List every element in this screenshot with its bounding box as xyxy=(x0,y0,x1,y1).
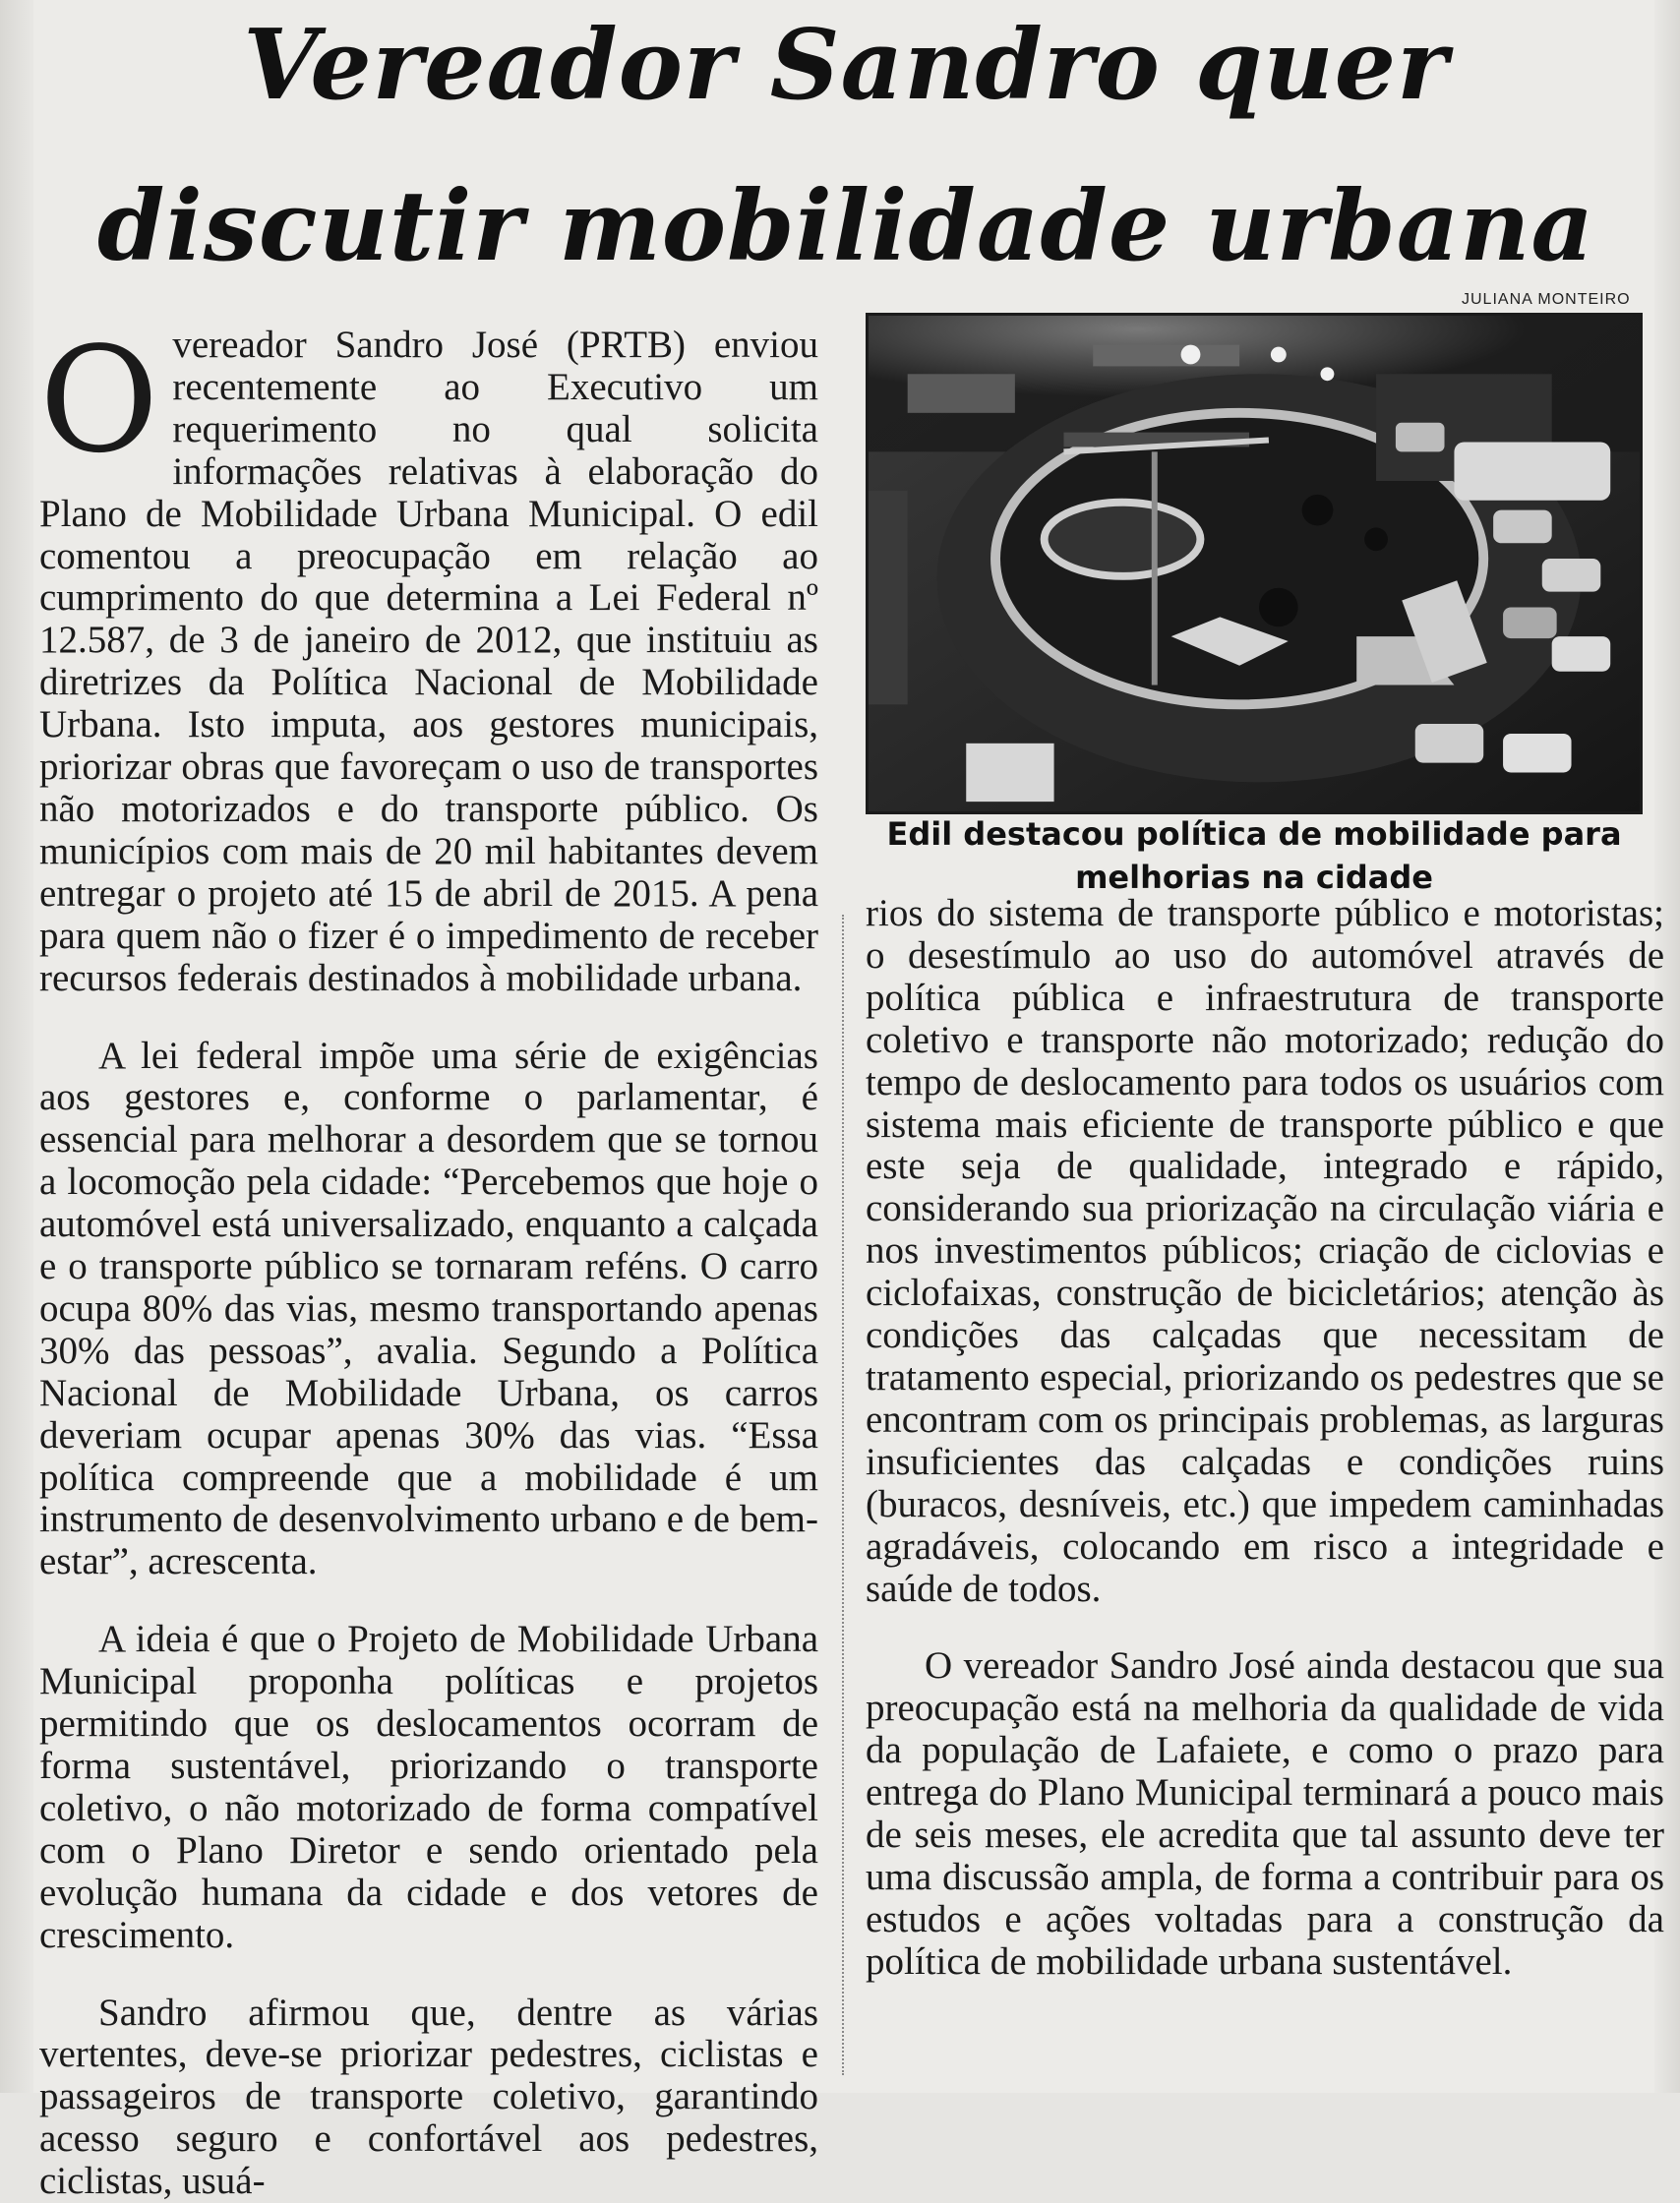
article-column-right xyxy=(866,893,1664,2083)
column-divider xyxy=(842,915,846,2075)
photo-caption: Edil destacou política de mobilidade para melhorias na cidade xyxy=(886,815,1622,896)
article-photo xyxy=(866,313,1643,814)
headline-line-2: discutir mobilidade urbana xyxy=(96,170,1595,283)
drop-cap: O xyxy=(39,316,159,485)
paragraph-4: Sandro afirmou que, dentre as várias vertentes, deve-se priorizar pedestres, ciclistas e passageiros de transporte coletivo, garantindo acesso seguro e confortável aos pedestres, ciclistas, usuá- xyxy=(39,1991,818,2203)
headline-line-1: Vereador Sandro quer xyxy=(243,9,1449,122)
night-roundabout-photo xyxy=(869,316,1640,811)
paragraph-3: A ideia é que o Projeto de Mobilidade Urbana Municipal proponha políticas e projetos permitindo que os deslocamentos ocorram de forma sustentável, priorizando o transporte coletivo, o não motorizado de forma compatível com o Plano Diretor e sendo orientado pela evolução humana da cidade e dos vetores de crescimento. xyxy=(39,1618,818,1956)
article-column-left xyxy=(39,316,818,2203)
paragraph-1-text: vereador Sandro José (PRTB) enviou recentemente ao Executivo um requerimento no qual solicita informações relativas à elaboração do Plano de Mobilidade Urbana Municipal. O edil comentou a preocupação em relação ao cumprimento do que determina a Lei Federal nº 12.587, de 3 de janeiro de 2012, que instituiu as diretrizes da Política Nacional de Mobilidade Urbana. Isto imputa, aos gestores municipais, priorizar obras que favoreçam o uso de transportes não motorizados e do transporte público. Os municípios com mais de 20 mil habitantes devem entregar o projeto até 15 de abril de 2015. A pena para quem não o fizer é o impedimento de receber recursos federais destinados à mobilidade urbana. xyxy=(39,324,818,999)
paragraph-2: A lei federal impõe uma série de exigências aos gestores e, conforme o parlamentar, é essencial para melhorar a desordem que se tornou a locomoção pela cidade: “Percebemos que hoje o automóvel está universalizado, enquanto a calçada e o transporte público se tornaram reféns. O carro ocupa 80% das vias, mesmo transportando apenas 30% das pessoas”, avalia. Segundo a Política Nacional de Mobilidade Urbana, os carros deveriam ocupar apenas 30% das vias. “Essa política compreende que a mobilidade é um instrumento de desenvolvimento urbano e de bem-estar”, acrescenta. xyxy=(39,1034,818,1583)
paragraph-6: O vereador Sandro José ainda destacou que sua preocupação está na melhoria da qualidade de vida da população de Lafaiete, e como o prazo para entrega do Plano Municipal terminará a pouco mais de seis meses, ele acredita que tal assunto deve ter uma discussão ampla, de forma a contribuir para os estudos e ações voltadas para a construção da política de mobilidade urbana sustentável. xyxy=(866,1644,1664,1983)
photo-credit: JULIANA MONTEIRO xyxy=(1462,291,1631,308)
paragraph-5: rios do sistema de transporte público e motoristas; o desestímulo ao uso do automóvel através de política pública e infraestrutura de transporte coletivo e transporte não motorizado; redução do tempo de deslocamento para todos os usuários com sistema mais eficiente de transporte público e que este seja de qualidade, integrado e rápido, considerando sua priorização na circulação viária e nos investimentos públicos; criação de ciclovias e ciclofaixas, construção de bicicletários; atenção às condições das calçadas que necessitam de tratamento especial, priorizando os pedestres que se encontram com os principais problemas, as larguras insuficientes das calçadas e condições ruins (buracos, desníveis, etc.) que impedem caminhadas agradáveis, colocando em risco a integridade e saúde de todos. xyxy=(866,892,1664,1610)
scan-edge-left xyxy=(0,0,33,2093)
paragraph-1 xyxy=(39,316,818,1000)
